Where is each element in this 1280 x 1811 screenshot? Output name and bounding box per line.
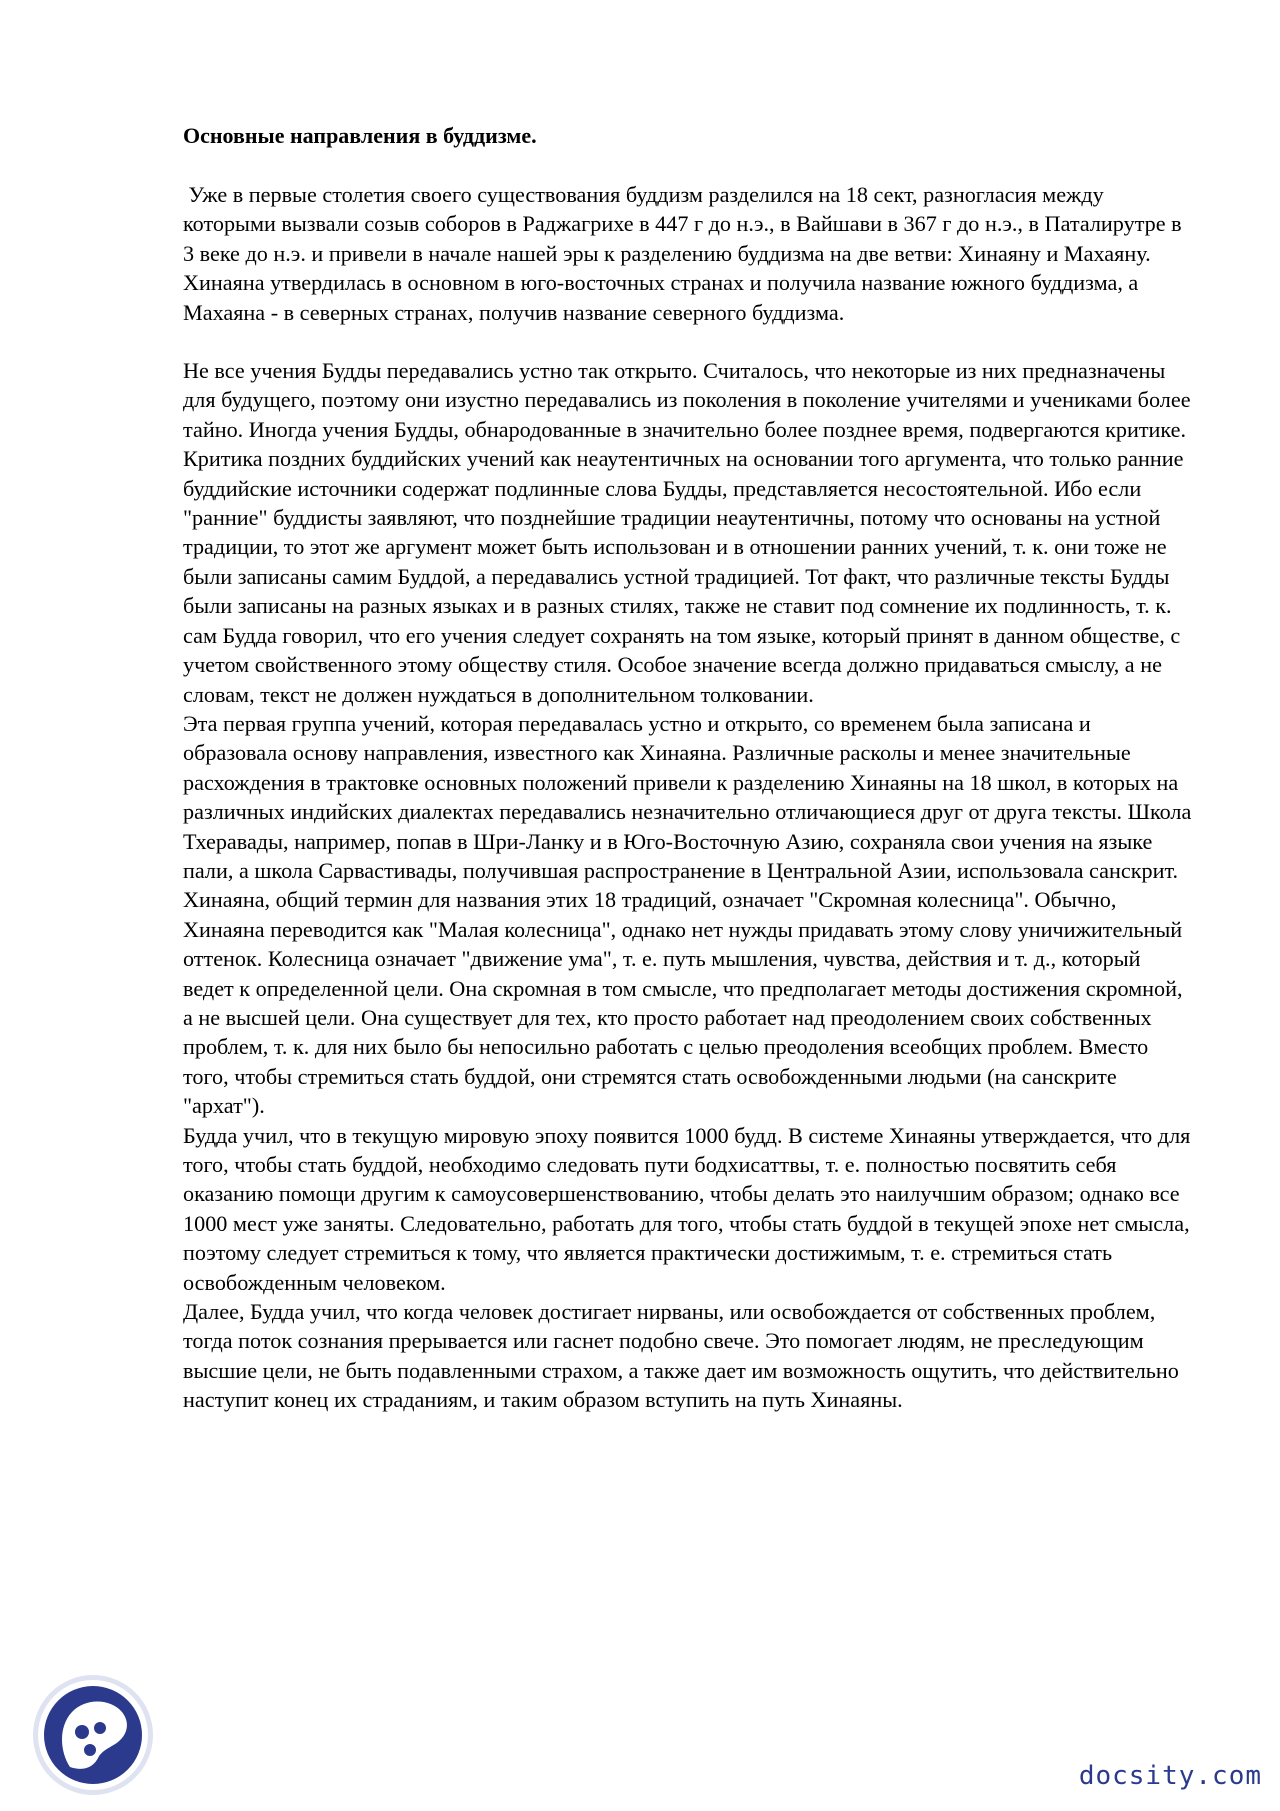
paragraph-4: Критика поздних буддийских учений как неаутентичных на основании того аргумента, что только ранние буддийские источники содержат подлинные слова Будды, представляется несостоятельной. Ибо если "ранние" буддисты заявляют, что позднейшие традиции неаутентичны, потому что основаны на устной традиции, то этот же аргумент может быть использован и в отношении ранних учений, т. к. они тоже не были записаны самим Буддой, а передавались устной традицией. Тот факт, что различные тексты Будды были записаны на разных языках и в разных стилях, также не ставит под сомнение их подлинность, т. к. сам Будда говорил, что его учения следует сохранять на том языке, который принят в данном обществе, с учетом свойственного этому обществу стиля. Особое значение всегда должно придаваться смыслу, а не словам, текст не должен нуждаться в дополнительном толковании.	[183, 446, 1190, 707]
brand-watermark[interactable]: docsity.com	[1078, 1761, 1262, 1791]
paragraph-7: Далее, Будда учил, что когда человек достигает нирваны, или освобождается от собственных проблем, тогда поток сознания прерывается или гаснет подобно свече. Это помогает людям, не преследующим высшие цели, не быть подавленными страхом, а также дает им возможность ощутить, что действительно наступит конец их страданиям, и таким образом вступить на путь Хинаяны.	[183, 1299, 1185, 1413]
paragraph-1: Уже в первые столетия своего существования буддизм разделился на 18 сект, разногласия между которыми вызвали созыв соборов в Раджагрихе в 447 г до н.э., в Вайшави в 367 г до н.э., в Паталирутре в 3 веке до н.э. и привели в начале нашей эры к разделению буддизма на две ветви: Хинаяну и Махаяну.	[183, 182, 1188, 266]
docsity-logo-icon[interactable]	[30, 1672, 156, 1798]
paragraph-6: Будда учил, что в текущую мировую эпоху появится 1000 будд. В системе Хинаяны утверждается, что для того, чтобы стать буддой, необходимо следовать пути бодхисаттвы, т. е. полностью посвятить себя оказанию помощи другим к самоусовершенствованию, чтобы делать это наилучшим образом; однако все 1000 мест уже заняты. Следовательно, работать для того, чтобы стать буддой в текущей эпохе нет смысла, поэтому следует стремиться к тому, что является практически достижимым, т. е. стремиться стать освобожденным человеком.	[183, 1122, 1196, 1295]
document-body	[183, 122, 1197, 1415]
paragraph-2: Хинаяна утвердилась в основном в юго-восточных странах и получила название южного буддизма, а Махаяна - в северных странах, получив название северного буддизма.	[183, 270, 1144, 325]
document-title: Основные направления в буддизме.	[183, 123, 537, 148]
paragraph-3: Не все учения Будды передавались устно так открыто. Считалось, что некоторые из них предназначены для будущего, поэтому они изустно передавались из поколения в поколение учителями и учениками более тайно. Иногда учения Будды, обнародованные в значительно более позднее время, подвергаются критике.	[183, 358, 1197, 442]
paragraph-5: Эта первая группа учений, которая передавалась устно и открыто, со временем была записана и образовала основу направления, известного как Хинаяна. Различные расколы и менее значительные расхождения в трактовке основных положений привели к разделению Хинаяны на 18 школ, в которых на различных индийских диалектах передавались незначительно отличающиеся друг от друга тексты. Школа Тхеравады, например, попав в Шри-Ланку и в Юго-Восточную Азию, сохраняла свои учения на языке пали, а школа Сарвастивады, получившая распространение в Центральной Азии, использовала санскрит. Хинаяна, общий термин для названия этих 18 традиций, означает "Скромная колесница". Обычно, Хинаяна переводится как "Малая колесница", однако нет нужды придавать этому слову уничижительный оттенок. Колесница означает "движение ума", т. е. путь мышления, чувства, действия и т. д., который ведет к определенной цели. Она скромная в том смысле, что предполагает методы достижения скромной, а не высшей цели. Она существует для тех, кто просто работает над преодолением своих собственных проблем, т. к. для них было бы непосильно работать с целью преодоления всеобщих проблем. Вместо того, чтобы стремиться стать буддой, они стремятся стать освобожденными людьми (на санскрите "архат").	[183, 710, 1197, 1119]
